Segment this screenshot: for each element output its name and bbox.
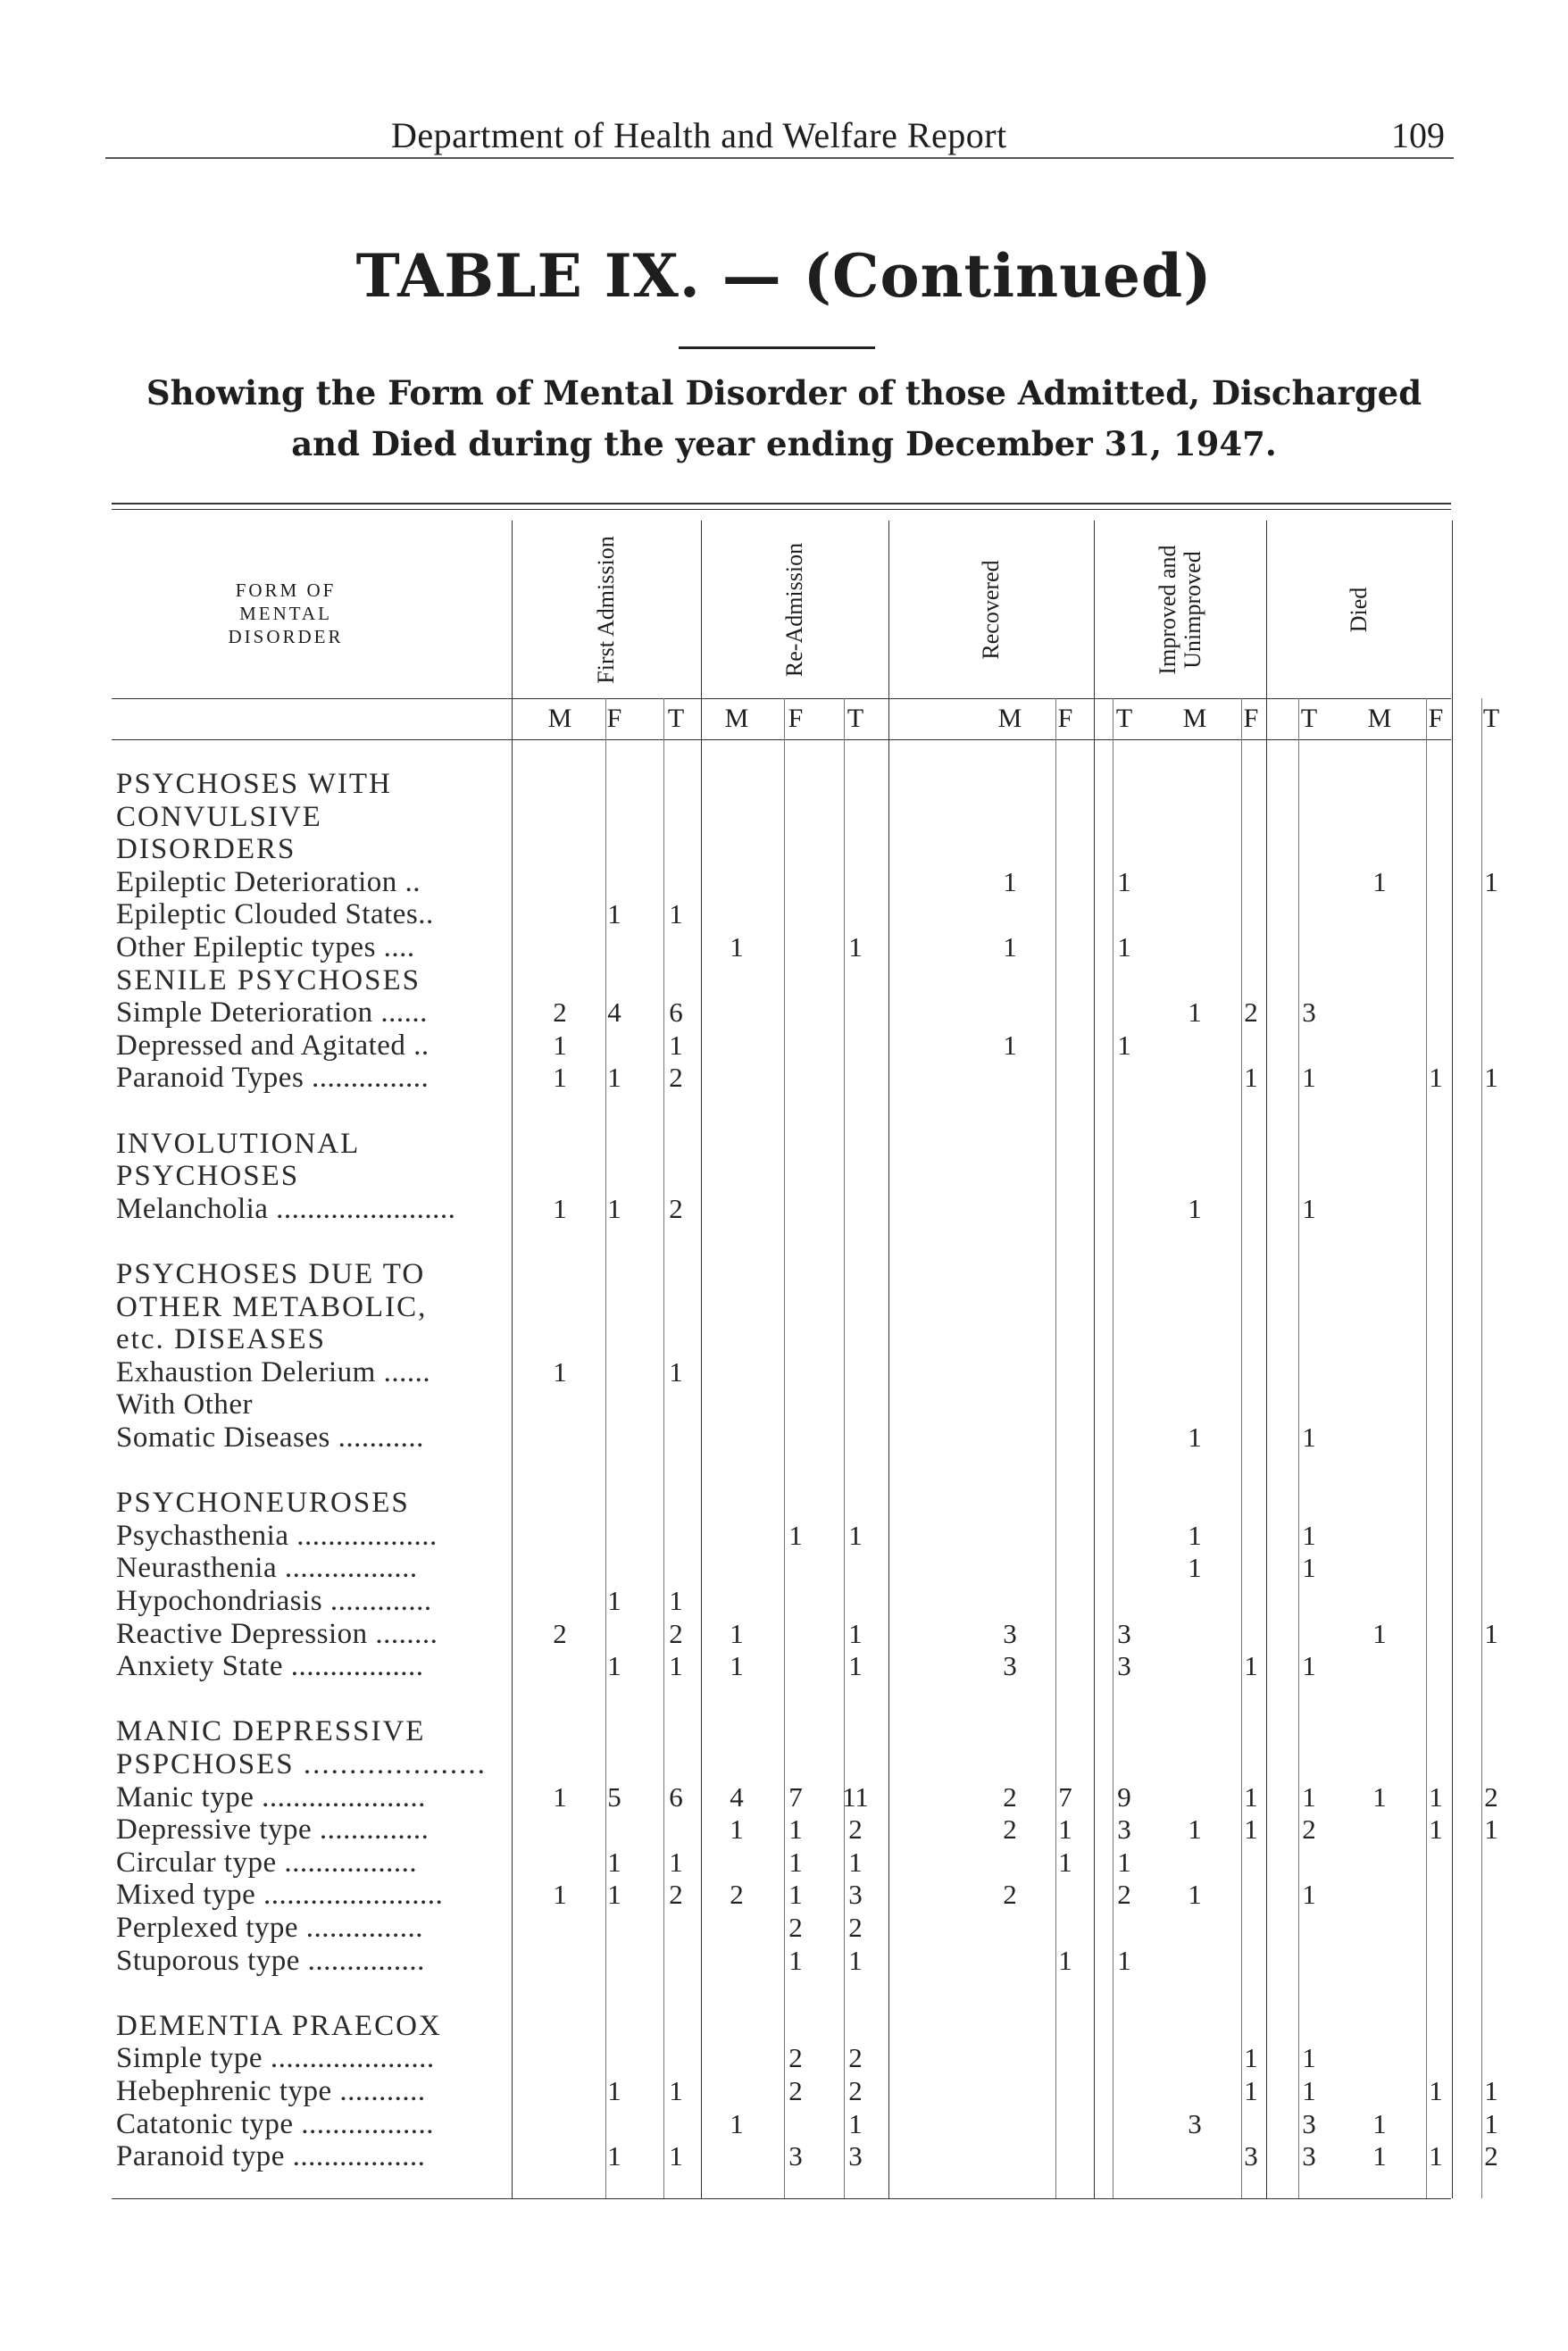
subcolumn-header: T — [847, 704, 864, 733]
subcolumn-header: T — [1482, 704, 1500, 733]
table-cell: 2 — [669, 1879, 683, 1911]
table-cell: 1 — [848, 2107, 863, 2139]
column-group-label: Improved and Unimproved — [1154, 544, 1205, 675]
table-cell: 1 — [553, 1879, 567, 1911]
table-cell: 1 — [1188, 996, 1202, 1029]
table-cell: 1 — [788, 1519, 803, 1551]
table-cell: 1 — [669, 1846, 683, 1878]
table-cell: 1 — [1003, 865, 1017, 897]
table-cell: 1 — [1484, 1813, 1498, 1846]
table-cell: 1 — [1429, 1813, 1443, 1846]
row-label: Epileptic Clouded States.. — [116, 898, 434, 931]
table-cell: 1 — [788, 1944, 803, 1976]
table-cell: 1 — [1117, 1944, 1131, 1976]
section-heading: PSYCHOSES DUE TO — [116, 1258, 426, 1290]
section-heading: SENILE PSYCHOSES — [116, 963, 421, 996]
table-cell: 1 — [848, 1846, 863, 1878]
table-cell: 2 — [553, 996, 567, 1029]
table-cell: 1 — [788, 1813, 803, 1846]
section-heading: PSYCHONEUROSES — [116, 1487, 410, 1520]
table-cell: 1 — [1244, 1813, 1258, 1846]
table-cell: 1 — [1302, 1519, 1316, 1551]
table-cell: 1 — [1188, 1552, 1202, 1584]
table-cell: 2 — [730, 1879, 744, 1911]
table-bottom-rule — [112, 2198, 1451, 2199]
table-top-rule-2 — [112, 509, 1451, 510]
table-cell: 1 — [730, 1650, 744, 1682]
table-cell: 1 — [1302, 1552, 1316, 1584]
table-cell: 1 — [607, 1585, 621, 1616]
table-cell: 1 — [1058, 1944, 1072, 1976]
table-cell: 1 — [1372, 1617, 1387, 1649]
row-label: Simple type ..................... — [116, 2042, 435, 2075]
subcolumn-header: F — [1243, 704, 1259, 733]
table-cell: 1 — [1372, 1780, 1387, 1813]
subcolumn-header: F — [788, 704, 804, 733]
table-cell: 1 — [669, 2140, 683, 2172]
table-cell: 1 — [607, 1192, 621, 1224]
table-cell: 2 — [1003, 1879, 1017, 1911]
table-cell: 1 — [1003, 1029, 1017, 1061]
running-title: Department of Health and Welfare Report — [391, 115, 1007, 155]
table-cell: 3 — [1003, 1650, 1017, 1682]
section-heading: DEMENTIA PRAECOX — [116, 2009, 442, 2042]
table-cell: 1 — [1302, 1421, 1316, 1453]
table-cell: 2 — [1484, 2140, 1498, 2172]
table-cell: 9 — [1117, 1780, 1131, 1813]
table-cell: 1 — [1244, 1780, 1258, 1813]
section-heading: PSYCHOSES — [116, 1160, 300, 1193]
section-heading: OTHER METABOLIC, — [116, 1290, 428, 1323]
table-cell: 7 — [788, 1780, 803, 1813]
table-cell: 2 — [1003, 1813, 1017, 1846]
row-label: Catatonic type ................. — [116, 2107, 435, 2140]
table-cell: 1 — [1188, 1192, 1202, 1224]
row-label: Perplexed type ............... — [116, 1912, 424, 1944]
row-label: Epileptic Deterioration .. — [116, 865, 421, 898]
table-cell: 1 — [1429, 2140, 1443, 2172]
form-header-line-1: FORM OF — [235, 579, 337, 601]
table-cell: 3 — [848, 1879, 863, 1911]
section-heading: INVOLUTIONAL — [116, 1127, 361, 1160]
table-cell: 1 — [1302, 1879, 1316, 1911]
column-group-label: Re-Admission — [781, 542, 807, 677]
subcolumn-header: M — [1182, 704, 1207, 733]
table-cell: 2 — [1244, 996, 1258, 1029]
table-cell: 2 — [1302, 1813, 1316, 1846]
table-cell: 1 — [1188, 1813, 1202, 1846]
table-cell: 1 — [607, 1879, 621, 1911]
subcolumn-header: F — [606, 704, 622, 733]
form-header-line-2: MENTAL DISORDER — [228, 603, 344, 647]
table-cell: 1 — [730, 1617, 744, 1649]
table-cell: 3 — [1302, 996, 1316, 1029]
table-cell: 1 — [1372, 2107, 1387, 2139]
section-heading: MANIC DEPRESSIVE — [116, 1715, 426, 1748]
row-label: Melancholia ....................... — [116, 1192, 456, 1225]
table-cell: 1 — [1302, 2075, 1316, 2106]
subcolumn-divider — [1481, 698, 1482, 2198]
table-cell: 1 — [669, 1585, 683, 1616]
table-cell: 1 — [1244, 2075, 1258, 2106]
table-cell: 1 — [730, 931, 744, 963]
table-cell: 1 — [1188, 1879, 1202, 1911]
table-cell: 2 — [669, 1192, 683, 1224]
group-divider — [1094, 521, 1095, 2198]
table-cell: 1 — [730, 2107, 744, 2139]
row-label: Other Epileptic types .... — [116, 931, 415, 963]
subtitle-line-2: and Died during the year ending December 31, 1947. — [291, 424, 1277, 463]
row-label: Reactive Depression ........ — [116, 1617, 438, 1650]
table-cell: 1 — [1302, 1062, 1316, 1094]
column-group-label: Recovered — [978, 559, 1004, 660]
table-cell: 1 — [669, 898, 683, 930]
page-number: 109 — [1391, 115, 1445, 155]
table-cell: 1 — [1484, 1617, 1498, 1649]
table-cell: 1 — [1484, 2075, 1498, 2106]
subcolumn-divider — [1241, 698, 1242, 2198]
table-title: TABLE IX. — (Continued) — [355, 241, 1213, 311]
table-cell: 2 — [1003, 1780, 1017, 1813]
row-label: Anxiety State ................. — [116, 1650, 424, 1683]
row-label: Hypochondriasis ............. — [116, 1585, 432, 1617]
table-cell: 1 — [669, 1355, 683, 1388]
table-cell: 1 — [1484, 1062, 1498, 1094]
section-heading: CONVULSIVE — [116, 800, 322, 833]
table-cell: 2 — [848, 1912, 863, 1943]
table-cell: 2 — [1117, 1879, 1131, 1911]
header-bottom-rule — [112, 698, 1451, 699]
table-cell: 1 — [1429, 1780, 1443, 1813]
row-label: Circular type ................. — [116, 1846, 418, 1879]
section-heading: DISORDERS — [116, 833, 296, 866]
row-label: Neurasthenia ................. — [116, 1552, 418, 1585]
table-cell: 1 — [1117, 1029, 1131, 1061]
row-label: With Other — [116, 1388, 254, 1421]
form-of-disorder-header — [179, 579, 393, 648]
table-cell: 1 — [607, 1650, 621, 1682]
table-cell: 1 — [1188, 1519, 1202, 1551]
table-cell: 3 — [1117, 1813, 1131, 1846]
table-cell: 1 — [1244, 1062, 1258, 1094]
table-cell: 3 — [1117, 1617, 1131, 1649]
table-cell: 2 — [848, 2042, 863, 2074]
subtitle-line-1: Showing the Form of Mental Disorder of those Admitted, Discharged — [146, 373, 1422, 413]
table-cell: 1 — [553, 1062, 567, 1094]
table-cell: 2 — [788, 1912, 803, 1943]
table-cell: 1 — [1484, 2107, 1498, 2139]
table-cell: 2 — [1484, 1780, 1498, 1813]
table-cell: 3 — [848, 2140, 863, 2172]
table-cell: 2 — [553, 1617, 567, 1649]
table-cell: 1 — [607, 1846, 621, 1878]
table-cell: 3 — [1302, 2107, 1316, 2139]
subcolumn-header: T — [1300, 704, 1318, 733]
table-cell: 1 — [1302, 1650, 1316, 1682]
table-cell: 3 — [1003, 1617, 1017, 1649]
table-cell: 6 — [669, 1780, 683, 1813]
row-label: Hebephrenic type ........... — [116, 2075, 426, 2107]
table-cell: 4 — [730, 1780, 744, 1813]
table-cell: 1 — [1302, 1780, 1316, 1813]
table-cell: 3 — [788, 2140, 803, 2172]
group-divider — [888, 521, 889, 2198]
table-cell: 1 — [1117, 1846, 1131, 1878]
table-cell: 1 — [1372, 2140, 1387, 2172]
table-cell: 1 — [1429, 2075, 1443, 2106]
table-cell: 6 — [669, 996, 683, 1029]
subcolumn-header: M — [724, 704, 749, 733]
subheader-bottom-rule — [112, 739, 1451, 740]
table-cell: 1 — [1058, 1813, 1072, 1846]
group-divider — [701, 521, 702, 2198]
row-label: Paranoid type ................. — [116, 2140, 426, 2173]
subcolumn-header: F — [1057, 704, 1073, 733]
subcolumn-header: M — [1367, 704, 1392, 733]
section-heading: PSYCHOSES WITH — [116, 768, 392, 800]
row-label: Depressive type .............. — [116, 1813, 430, 1847]
table-cell: 3 — [1302, 2140, 1316, 2172]
table-cell: 2 — [848, 2075, 863, 2106]
column-group-label: Died — [1346, 587, 1372, 632]
table-cell: 1 — [669, 1650, 683, 1682]
section-heading: etc. DISEASES — [116, 1323, 326, 1356]
subcolumn-header: F — [1428, 704, 1444, 733]
table-cell: 2 — [788, 2075, 803, 2106]
table-cell: 1 — [848, 1944, 863, 1976]
table-cell: 1 — [1484, 865, 1498, 897]
table-cell: 1 — [1244, 2042, 1258, 2074]
group-divider — [512, 521, 513, 2198]
table-cell: 1 — [669, 1029, 683, 1061]
table-cell: 1 — [730, 1813, 744, 1846]
table-cell: 1 — [607, 898, 621, 930]
table-cell: 1 — [1302, 1192, 1316, 1224]
table-cell: 1 — [848, 1519, 863, 1551]
row-label: Manic type ..................... — [116, 1780, 426, 1813]
table-cell: 7 — [1058, 1780, 1072, 1813]
group-divider — [1452, 521, 1453, 2198]
section-heading: PSPCHOSES .................... — [116, 1748, 487, 1780]
table-cell: 1 — [607, 2075, 621, 2106]
table-cell: 3 — [1188, 2107, 1202, 2139]
table-cell: 11 — [842, 1780, 869, 1813]
table-cell: 1 — [553, 1355, 567, 1388]
table-cell: 1 — [1372, 865, 1387, 897]
table-cell: 3 — [1244, 2140, 1258, 2172]
table-cell: 1 — [553, 1029, 567, 1061]
row-label: Paranoid Types ............... — [116, 1062, 430, 1095]
table-cell: 1 — [1003, 931, 1017, 963]
table-cell: 5 — [607, 1780, 621, 1813]
table-cell: 1 — [607, 2140, 621, 2172]
subcolumn-header: M — [997, 704, 1022, 733]
table-cell: 1 — [1117, 865, 1131, 897]
subcolumn-header: M — [547, 704, 572, 733]
table-cell: 2 — [788, 2042, 803, 2074]
table-cell: 1 — [1244, 1650, 1258, 1682]
row-label: Stuporous type ............... — [116, 1944, 425, 1977]
table-cell: 1 — [553, 1192, 567, 1224]
table-cell: 2 — [669, 1617, 683, 1649]
column-group-label: First Admission — [593, 535, 619, 684]
row-label: Psychasthenia .................. — [116, 1519, 438, 1552]
row-label: Depressed and Agitated .. — [116, 1029, 430, 1062]
table-cell: 1 — [669, 2075, 683, 2106]
table-cell: 1 — [788, 1846, 803, 1878]
table-cell: 1 — [607, 1062, 621, 1094]
table-cell: 1 — [848, 1650, 863, 1682]
subcolumn-header: T — [1115, 704, 1133, 733]
row-label: Exhaustion Delerium ...... — [116, 1355, 431, 1388]
table-cell: 1 — [848, 1617, 863, 1649]
subcolumn-divider — [1426, 698, 1427, 2198]
table-cell: 2 — [848, 1813, 863, 1846]
group-divider — [1266, 521, 1267, 2198]
table-cell: 1 — [1117, 931, 1131, 963]
subcolumn-header: T — [667, 704, 685, 733]
table-cell: 2 — [669, 1062, 683, 1094]
row-label: Somatic Diseases ........... — [116, 1421, 424, 1454]
table-cell: 1 — [1058, 1846, 1072, 1878]
table-cell: 1 — [848, 931, 863, 963]
row-label: Simple Deterioration ...... — [116, 996, 428, 1030]
table-cell: 1 — [788, 1879, 803, 1911]
table-top-rule — [112, 503, 1451, 504]
table-cell: 1 — [553, 1780, 567, 1813]
table-cell: 1 — [1302, 2042, 1316, 2074]
row-label: Mixed type ....................... — [116, 1879, 444, 1912]
table-cell: 4 — [607, 996, 621, 1029]
table-cell: 3 — [1117, 1650, 1131, 1682]
table-cell: 1 — [1188, 1421, 1202, 1453]
table-cell: 1 — [1429, 1062, 1443, 1094]
